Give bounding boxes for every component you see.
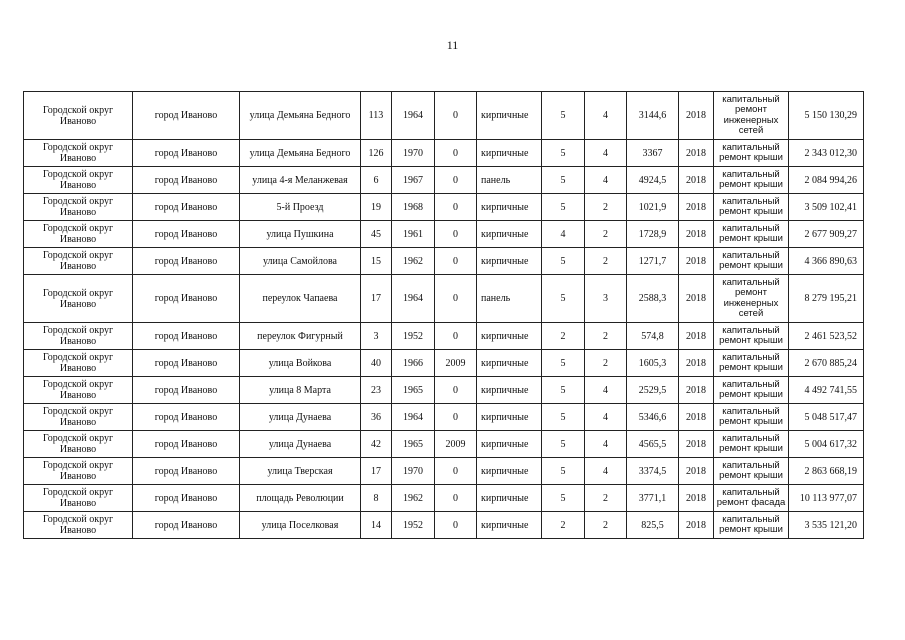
municipality-cell: Городской округ Иваново xyxy=(24,275,133,323)
repair-type-cell: капитальный ремонт крыши xyxy=(714,350,789,377)
municipality-cell: Городской округ Иваново xyxy=(24,512,133,539)
wall-material-cell: кирпичные xyxy=(477,512,542,539)
municipality-cell: Городской округ Иваново xyxy=(24,323,133,350)
wall-material-cell: кирпичные xyxy=(477,350,542,377)
address-cell: улица Дунаева xyxy=(240,404,361,431)
year-built-cell: 1968 xyxy=(392,194,435,221)
address-cell: улица Тверская xyxy=(240,458,361,485)
year-reconstructed-cell: 2009 xyxy=(435,350,477,377)
year-built-cell: 1970 xyxy=(392,458,435,485)
area-cell: 5346,6 xyxy=(627,404,679,431)
repair-type-cell: капитальный ремонт крыши xyxy=(714,167,789,194)
house-number-cell: 45 xyxy=(361,221,392,248)
year-reconstructed-cell: 0 xyxy=(435,377,477,404)
wall-material-cell: кирпичные xyxy=(477,92,542,140)
house-number-cell: 40 xyxy=(361,350,392,377)
entrances-cell: 4 xyxy=(585,167,627,194)
year-built-cell: 1962 xyxy=(392,485,435,512)
year-built-cell: 1952 xyxy=(392,323,435,350)
house-number-cell: 19 xyxy=(361,194,392,221)
table-row xyxy=(24,485,864,512)
year-built-cell: 1970 xyxy=(392,140,435,167)
city-cell: город Иваново xyxy=(133,221,240,248)
house-number-cell: 126 xyxy=(361,140,392,167)
area-cell: 4565,5 xyxy=(627,431,679,458)
year-reconstructed-cell: 0 xyxy=(435,248,477,275)
cost-cell: 3 509 102,41 xyxy=(789,194,864,221)
table-row xyxy=(24,221,864,248)
address-cell: улица Дунаева xyxy=(240,431,361,458)
wall-material-cell: кирпичные xyxy=(477,458,542,485)
city-cell: город Иваново xyxy=(133,92,240,140)
municipality-cell: Городской округ Иваново xyxy=(24,248,133,275)
year-built-cell: 1967 xyxy=(392,167,435,194)
house-number-cell: 113 xyxy=(361,92,392,140)
house-number-cell: 15 xyxy=(361,248,392,275)
city-cell: город Иваново xyxy=(133,248,240,275)
area-cell: 574,8 xyxy=(627,323,679,350)
repair-type-cell: капитальный ремонт крыши xyxy=(714,194,789,221)
cost-cell: 5 004 617,32 xyxy=(789,431,864,458)
city-cell: город Иваново xyxy=(133,512,240,539)
entrances-cell: 2 xyxy=(585,248,627,275)
wall-material-cell: кирпичные xyxy=(477,377,542,404)
cost-cell: 2 670 885,24 xyxy=(789,350,864,377)
area-cell: 4924,5 xyxy=(627,167,679,194)
city-cell: город Иваново xyxy=(133,431,240,458)
address-cell: переулок Чапаева xyxy=(240,275,361,323)
floors-cell: 5 xyxy=(542,194,585,221)
wall-material-cell: кирпичные xyxy=(477,485,542,512)
address-cell: улица Поселковая xyxy=(240,512,361,539)
year-built-cell: 1964 xyxy=(392,404,435,431)
municipality-cell: Городской округ Иваново xyxy=(24,140,133,167)
municipality-cell: Городской округ Иваново xyxy=(24,458,133,485)
repair-year-cell: 2018 xyxy=(679,485,714,512)
address-cell: улица Пушкина xyxy=(240,221,361,248)
city-cell: город Иваново xyxy=(133,485,240,512)
entrances-cell: 2 xyxy=(585,323,627,350)
repair-year-cell: 2018 xyxy=(679,194,714,221)
repair-year-cell: 2018 xyxy=(679,248,714,275)
cost-cell: 3 535 121,20 xyxy=(789,512,864,539)
table-body xyxy=(24,92,864,539)
city-cell: город Иваново xyxy=(133,167,240,194)
year-built-cell: 1961 xyxy=(392,221,435,248)
table-row xyxy=(24,350,864,377)
repair-type-cell: капитальный ремонт крыши xyxy=(714,248,789,275)
floors-cell: 5 xyxy=(542,377,585,404)
area-cell: 3367 xyxy=(627,140,679,167)
area-cell: 3374,5 xyxy=(627,458,679,485)
entrances-cell: 4 xyxy=(585,92,627,140)
area-cell: 3144,6 xyxy=(627,92,679,140)
wall-material-cell: кирпичные xyxy=(477,221,542,248)
entrances-cell: 2 xyxy=(585,485,627,512)
cost-cell: 5 150 130,29 xyxy=(789,92,864,140)
city-cell: город Иваново xyxy=(133,323,240,350)
municipality-cell: Городской округ Иваново xyxy=(24,221,133,248)
wall-material-cell: кирпичные xyxy=(477,323,542,350)
year-built-cell: 1966 xyxy=(392,350,435,377)
year-reconstructed-cell: 0 xyxy=(435,404,477,431)
city-cell: город Иваново xyxy=(133,194,240,221)
wall-material-cell: кирпичные xyxy=(477,431,542,458)
municipality-cell: Городской округ Иваново xyxy=(24,167,133,194)
year-reconstructed-cell: 0 xyxy=(435,512,477,539)
table-row xyxy=(24,458,864,485)
cost-cell: 10 113 977,07 xyxy=(789,485,864,512)
address-cell: переулок Фигурный xyxy=(240,323,361,350)
floors-cell: 5 xyxy=(542,458,585,485)
address-cell: улица Самойлова xyxy=(240,248,361,275)
floors-cell: 5 xyxy=(542,431,585,458)
cost-cell: 2 863 668,19 xyxy=(789,458,864,485)
repair-year-cell: 2018 xyxy=(679,404,714,431)
area-cell: 1021,9 xyxy=(627,194,679,221)
table-row xyxy=(24,323,864,350)
cost-cell: 2 084 994,26 xyxy=(789,167,864,194)
page-number: 11 xyxy=(446,38,459,52)
year-reconstructed-cell: 0 xyxy=(435,140,477,167)
house-number-cell: 36 xyxy=(361,404,392,431)
municipality-cell: Городской округ Иваново xyxy=(24,431,133,458)
table-row xyxy=(24,275,864,323)
entrances-cell: 2 xyxy=(585,350,627,377)
entrances-cell: 4 xyxy=(585,140,627,167)
year-reconstructed-cell: 0 xyxy=(435,194,477,221)
year-reconstructed-cell: 0 xyxy=(435,485,477,512)
repair-year-cell: 2018 xyxy=(679,377,714,404)
entrances-cell: 4 xyxy=(585,458,627,485)
entrances-cell: 4 xyxy=(585,377,627,404)
house-number-cell: 17 xyxy=(361,458,392,485)
year-reconstructed-cell: 0 xyxy=(435,92,477,140)
repair-type-cell: капитальный ремонт крыши xyxy=(714,221,789,248)
year-reconstructed-cell: 0 xyxy=(435,323,477,350)
house-number-cell: 42 xyxy=(361,431,392,458)
repair-type-cell: капитальный ремонт крыши xyxy=(714,512,789,539)
repair-year-cell: 2018 xyxy=(679,512,714,539)
address-cell: улица Войкова xyxy=(240,350,361,377)
repair-year-cell: 2018 xyxy=(679,167,714,194)
floors-cell: 5 xyxy=(542,275,585,323)
floors-cell: 5 xyxy=(542,485,585,512)
area-cell: 2529,5 xyxy=(627,377,679,404)
area-cell: 1271,7 xyxy=(627,248,679,275)
year-built-cell: 1965 xyxy=(392,377,435,404)
city-cell: город Иваново xyxy=(133,275,240,323)
city-cell: город Иваново xyxy=(133,404,240,431)
year-reconstructed-cell: 0 xyxy=(435,221,477,248)
table-row xyxy=(24,512,864,539)
address-cell: улица 4-я Меланжевая xyxy=(240,167,361,194)
address-cell: улица Демьяна Бедного xyxy=(240,140,361,167)
cost-cell: 4 492 741,55 xyxy=(789,377,864,404)
floors-cell: 5 xyxy=(542,167,585,194)
floors-cell: 5 xyxy=(542,350,585,377)
entrances-cell: 2 xyxy=(585,194,627,221)
house-number-cell: 8 xyxy=(361,485,392,512)
year-built-cell: 1962 xyxy=(392,248,435,275)
table-row xyxy=(24,194,864,221)
entrances-cell: 2 xyxy=(585,512,627,539)
wall-material-cell: панель xyxy=(477,275,542,323)
floors-cell: 5 xyxy=(542,248,585,275)
floors-cell: 2 xyxy=(542,323,585,350)
area-cell: 825,5 xyxy=(627,512,679,539)
city-cell: город Иваново xyxy=(133,350,240,377)
repair-year-cell: 2018 xyxy=(679,140,714,167)
entrances-cell: 4 xyxy=(585,431,627,458)
house-number-cell: 6 xyxy=(361,167,392,194)
repair-type-cell: капитальный ремонт крыши xyxy=(714,431,789,458)
table-row xyxy=(24,377,864,404)
table-row xyxy=(24,167,864,194)
year-built-cell: 1964 xyxy=(392,275,435,323)
repair-year-cell: 2018 xyxy=(679,350,714,377)
city-cell: город Иваново xyxy=(133,458,240,485)
area-cell: 3771,1 xyxy=(627,485,679,512)
municipality-cell: Городской округ Иваново xyxy=(24,377,133,404)
table-row xyxy=(24,248,864,275)
repair-year-cell: 2018 xyxy=(679,275,714,323)
repair-year-cell: 2018 xyxy=(679,221,714,248)
city-cell: город Иваново xyxy=(133,140,240,167)
floors-cell: 5 xyxy=(542,140,585,167)
house-number-cell: 14 xyxy=(361,512,392,539)
wall-material-cell: панель xyxy=(477,167,542,194)
year-built-cell: 1964 xyxy=(392,92,435,140)
house-number-cell: 23 xyxy=(361,377,392,404)
repair-type-cell: капитальный ремонт инженерных сетей xyxy=(714,275,789,323)
municipality-cell: Городской округ Иваново xyxy=(24,404,133,431)
area-cell: 1728,9 xyxy=(627,221,679,248)
repair-year-cell: 2018 xyxy=(679,431,714,458)
wall-material-cell: кирпичные xyxy=(477,194,542,221)
year-reconstructed-cell: 0 xyxy=(435,167,477,194)
entrances-cell: 4 xyxy=(585,404,627,431)
cost-cell: 2 343 012,30 xyxy=(789,140,864,167)
year-built-cell: 1965 xyxy=(392,431,435,458)
area-cell: 2588,3 xyxy=(627,275,679,323)
year-reconstructed-cell: 0 xyxy=(435,275,477,323)
table-row xyxy=(24,92,864,140)
city-cell: город Иваново xyxy=(133,377,240,404)
year-reconstructed-cell: 0 xyxy=(435,458,477,485)
address-cell: 5-й Проезд xyxy=(240,194,361,221)
cost-cell: 5 048 517,47 xyxy=(789,404,864,431)
cost-cell: 8 279 195,21 xyxy=(789,275,864,323)
municipality-cell: Городской округ Иваново xyxy=(24,485,133,512)
repair-table xyxy=(23,91,864,539)
municipality-cell: Городской округ Иваново xyxy=(24,350,133,377)
house-number-cell: 3 xyxy=(361,323,392,350)
floors-cell: 4 xyxy=(542,221,585,248)
address-cell: площадь Революции xyxy=(240,485,361,512)
year-built-cell: 1952 xyxy=(392,512,435,539)
municipality-cell: Городской округ Иваново xyxy=(24,92,133,140)
floors-cell: 5 xyxy=(542,404,585,431)
table-row xyxy=(24,431,864,458)
year-reconstructed-cell: 2009 xyxy=(435,431,477,458)
repair-year-cell: 2018 xyxy=(679,92,714,140)
floors-cell: 5 xyxy=(542,92,585,140)
table-row xyxy=(24,404,864,431)
cost-cell: 2 677 909,27 xyxy=(789,221,864,248)
repair-type-cell: капитальный ремонт инженерных сетей xyxy=(714,92,789,140)
repair-type-cell: капитальный ремонт фасада xyxy=(714,485,789,512)
entrances-cell: 3 xyxy=(585,275,627,323)
entrances-cell: 2 xyxy=(585,221,627,248)
wall-material-cell: кирпичные xyxy=(477,140,542,167)
repair-type-cell: капитальный ремонт крыши xyxy=(714,377,789,404)
address-cell: улица 8 Марта xyxy=(240,377,361,404)
municipality-cell: Городской округ Иваново xyxy=(24,194,133,221)
cost-cell: 4 366 890,63 xyxy=(789,248,864,275)
repair-type-cell: капитальный ремонт крыши xyxy=(714,323,789,350)
area-cell: 1605,3 xyxy=(627,350,679,377)
house-number-cell: 17 xyxy=(361,275,392,323)
address-cell: улица Демьяна Бедного xyxy=(240,92,361,140)
wall-material-cell: кирпичные xyxy=(477,404,542,431)
repair-year-cell: 2018 xyxy=(679,323,714,350)
repair-year-cell: 2018 xyxy=(679,458,714,485)
repair-type-cell: капитальный ремонт крыши xyxy=(714,458,789,485)
wall-material-cell: кирпичные xyxy=(477,248,542,275)
repair-type-cell: капитальный ремонт крыши xyxy=(714,140,789,167)
cost-cell: 2 461 523,52 xyxy=(789,323,864,350)
table-row xyxy=(24,140,864,167)
floors-cell: 2 xyxy=(542,512,585,539)
repair-type-cell: капитальный ремонт крыши xyxy=(714,404,789,431)
